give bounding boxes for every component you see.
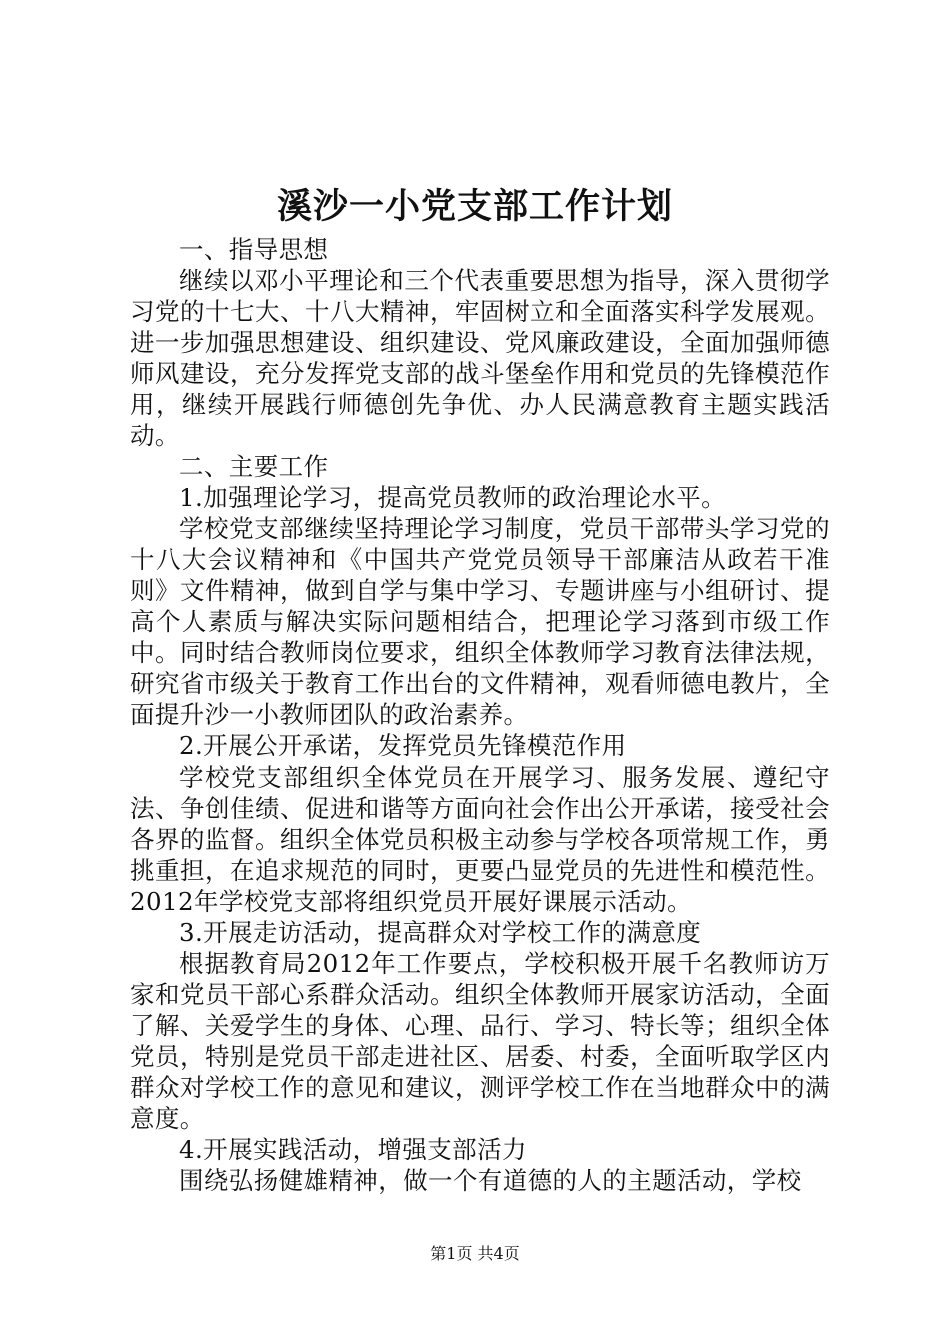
item-heading-1: 1.加强理论学习，提高党员教师的政治理论水平。 xyxy=(179,483,727,513)
item-paragraph-3: 根据教育局2012年工作要点，学校积极开展千名教师访万家和党员干部心系群众活动。组织全体教师开展家访活动，全面了解、关爱学生的身体、心理、品行、学习、特长等；组织全体党员，特别是党员干部走进社区、居委、村委，全面听取学区内群众对学校工作的意见和建议，测评学校工作在当地群众中的满意度。 xyxy=(130,948,830,1133)
paragraph-guiding-ideology: 继续以邓小平理论和三个代表重要思想为指导，深入贯彻学习党的十七大、十八大精神，牢固树立和全面落实科学发展观。进一步加强思想建设、组织建设、党风廉政建设，全面加强师德师风建设，充分发挥党支部的战斗堡垒作用和党员的先锋模范作用，继续开展践行师德创先争优、办人民满意教育主题实践活动。 xyxy=(130,266,830,451)
item-heading-3: 3.开展走访活动，提高群众对学校工作的满意度 xyxy=(179,917,702,947)
page-number-footer: 第1页 共4页 xyxy=(430,1244,520,1263)
item-paragraph-2: 学校党支部组织全体党员在开展学习、服务发展、遵纪守法、争创佳绩、促进和谐等方面向社会作出公开承诺，接受社会各界的监督。组织全体党员积极主动参与学校各项常规工作，勇挑重担，在追求规范的同时，更要凸显党员的先进性和模范性。2012年学校党支部将组织党员开展好课展示活动。 xyxy=(130,762,830,916)
item-paragraph-1: 学校党支部继续坚持理论学习制度，党员干部带头学习党的十八大会议精神和《中国共产党党员领导干部廉洁从政若干准则》文件精神，做到自学与集中学习、专题讲座与小组研讨、提高个人素质与解决实际问题相结合，把理论学习落到市级工作中。同时结合教师岗位要求，组织全体教师学习教育法律法规，研究省市级关于教育工作出台的文件精神，观看师德电教片，全面提升沙一小教师团队的政治素养。 xyxy=(130,514,830,730)
heading-guiding-ideology: 一、指导思想 xyxy=(179,235,329,264)
heading-main-work: 二、主要工作 xyxy=(179,452,329,482)
item-paragraph-4: 围绕弘扬健雄精神，做一个有道德的人的主题活动，学校 xyxy=(179,1165,802,1195)
document-title: 溪沙一小党支部工作计划 xyxy=(276,186,673,227)
document-body xyxy=(130,234,830,1196)
item-heading-2: 2.开展公开承诺，发挥党员先锋模范作用 xyxy=(179,731,627,761)
item-heading-4: 4.开展实践活动，增强支部活力 xyxy=(179,1134,527,1164)
